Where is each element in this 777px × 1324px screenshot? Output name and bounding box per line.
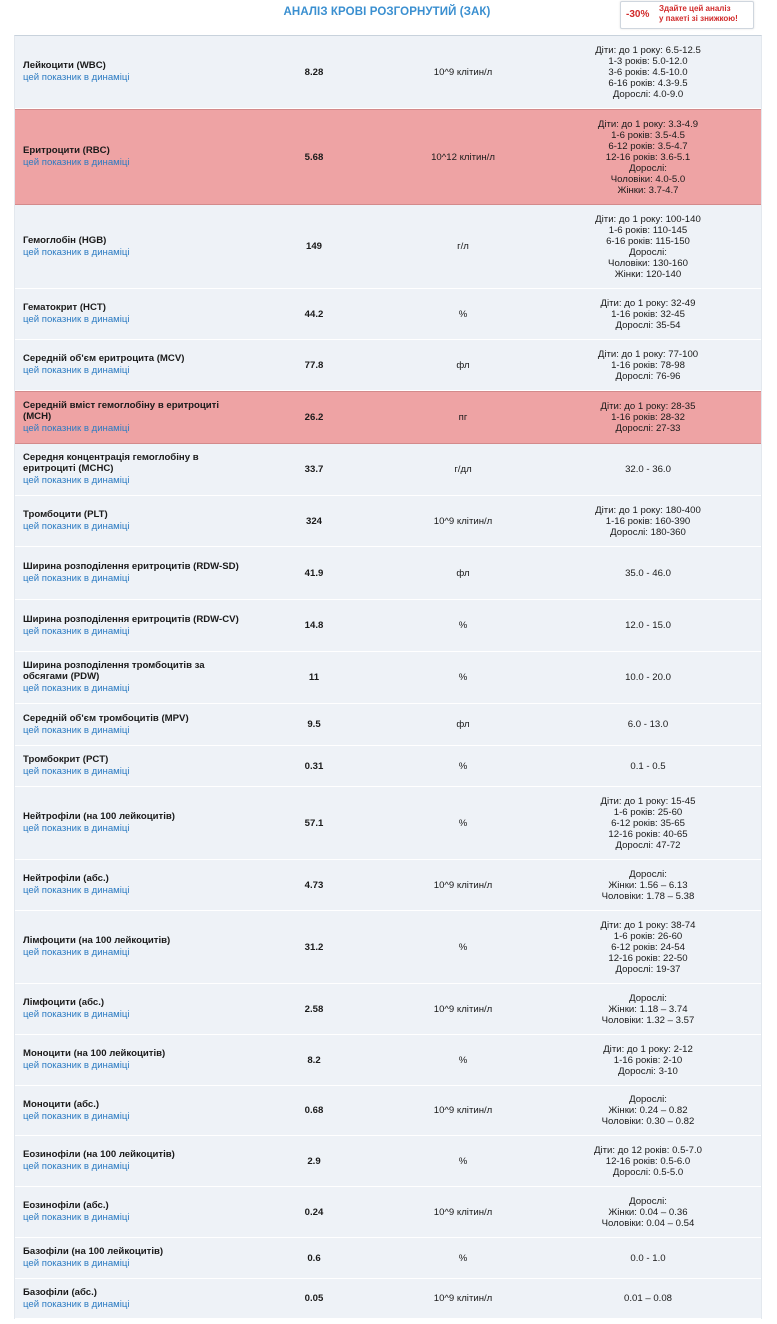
reference-line: 1-6 років: 3.5-4.5 [611, 129, 685, 141]
dynamics-link[interactable]: цей показник в динаміці [23, 947, 130, 958]
reference-range [555, 1086, 741, 1135]
table-row [15, 109, 761, 205]
reference-line: 12-16 років: 3.6-5.1 [605, 151, 691, 163]
dynamics-link[interactable]: цей показник в динаміці [23, 625, 130, 637]
table-row [15, 340, 761, 391]
table-row [15, 600, 761, 652]
reference-range [555, 911, 741, 983]
result-value: 11 [308, 672, 320, 683]
reference-line: Дорослі: [629, 1094, 667, 1105]
table-row [15, 289, 761, 340]
reference-line: Дорослі: 27-33 [615, 423, 681, 434]
result-unit: 10^9 клітин/л [433, 1293, 493, 1304]
dynamics-link[interactable]: цей показник в динаміці [23, 1060, 130, 1071]
reference-line: Жінки: 0.04 – 0.36 [608, 1206, 688, 1218]
result-unit: фл [456, 719, 470, 730]
result-value: 9.5 [307, 719, 321, 730]
dynamics-link[interactable]: цей показник в динаміці [23, 1212, 130, 1223]
indicator-cell [23, 652, 241, 703]
indicator-cell [23, 1086, 241, 1135]
table-row [15, 1238, 761, 1279]
reference-line: 6-12 років: 35-65 [611, 817, 685, 829]
reference-line: Дорослі: 180-360 [610, 526, 686, 538]
result-unit: фл [456, 359, 470, 371]
result-unit: пг [458, 412, 468, 423]
indicator-cell [23, 1279, 241, 1318]
reference-line: 1-16 років: 32-45 [611, 308, 685, 320]
reference-range [555, 652, 741, 703]
table-row [15, 787, 761, 860]
result-value: 149 [305, 241, 322, 252]
result-unit: % [458, 817, 468, 829]
dynamics-link[interactable]: цей показник в динаміці [23, 246, 130, 258]
table-row [15, 860, 761, 911]
indicator-name: Лімфоцити (на 100 лейкоцитів) [23, 935, 171, 946]
reference-line: 1-16 років: 160-390 [605, 515, 691, 527]
reference-line: Діти: до 1 року: 28-35 [600, 401, 696, 412]
indicator-name: Середній об'єм еритроцита (MCV) [23, 353, 185, 364]
indicator-cell [23, 496, 241, 546]
reference-line: 6-16 років: 115-150 [606, 235, 690, 247]
reference-line: Чоловіки: 0.04 – 0.54 [601, 1217, 695, 1229]
indicator-name: Тромбокрит (PCT) [23, 754, 109, 765]
reference-range [555, 1136, 741, 1186]
dynamics-link[interactable]: цей показник в динаміці [23, 157, 130, 168]
reference-line: Дорослі: [629, 1195, 667, 1207]
result-value: 324 [305, 515, 322, 527]
indicator-cell [23, 1187, 241, 1237]
result-value: 57.1 [304, 817, 324, 829]
result-value: 33.7 [304, 464, 324, 475]
result-unit: 10^9 клітин/л [433, 1206, 493, 1218]
dynamics-link[interactable]: цей показник в динаміці [23, 1161, 130, 1172]
result-value: 8.28 [304, 66, 324, 78]
reference-line: Діти: до 1 року: 2-12 [603, 1043, 693, 1055]
indicator-name: Нейтрофіли (на 100 лейкоцитів) [23, 811, 175, 822]
reference-range [555, 600, 741, 651]
table-row [15, 984, 761, 1035]
indicator-name: Моноцити (абс.) [23, 1098, 100, 1110]
indicator-name: Лейкоцити (WBC) [23, 60, 106, 71]
reference-line: Жінки: 3.7-4.7 [617, 184, 679, 196]
result-unit: % [458, 941, 468, 953]
indicator-cell [23, 392, 241, 443]
indicator-name: Гемоглобін (HGB) [23, 234, 107, 246]
indicator-name: Гематокрит (HCT) [23, 302, 106, 313]
reference-range [555, 787, 741, 859]
indicator-cell [23, 1238, 241, 1278]
reference-line: 6-12 років: 24-54 [611, 941, 685, 953]
reference-line: 1-16 років: 28-32 [611, 412, 685, 423]
result-unit: 10^12 клітин/л [431, 151, 495, 163]
reference-line: 6-12 років: 3.5-4.7 [608, 140, 688, 152]
reference-line: 0.01 – 0.08 [623, 1293, 672, 1304]
indicator-name: Еозинофіли (абс.) [23, 1200, 109, 1211]
dynamics-link[interactable]: цей показник в динаміці [23, 72, 130, 83]
table-row [15, 1086, 761, 1136]
reference-line: Діти: до 1 року: 77-100 [597, 348, 699, 360]
indicator-cell [23, 444, 241, 495]
reference-line: Дорослі: [629, 868, 667, 880]
reference-range [555, 1187, 741, 1237]
result-value: 0.31 [304, 760, 324, 772]
result-unit: фл [456, 567, 470, 579]
reference-line: Дорослі: 19-37 [615, 963, 681, 975]
reference-range [555, 205, 741, 288]
page-title: АНАЛІЗ КРОВІ РОЗГОРНУТИЙ (ЗАК) [283, 6, 491, 18]
reference-range [555, 340, 741, 390]
reference-line: 0.0 - 1.0 [630, 1252, 666, 1264]
result-unit: 10^9 клітин/л [433, 1003, 493, 1015]
reference-range [555, 289, 741, 339]
reference-line: Чоловіки: 0.30 – 0.82 [601, 1116, 695, 1127]
indicator-cell [23, 787, 241, 859]
reference-line: 12-16 років: 0.5-6.0 [605, 1155, 691, 1167]
result-unit: г/дл [454, 464, 472, 475]
indicator-cell [23, 36, 241, 108]
indicator-name: Нейтрофіли (абс.) [23, 873, 109, 884]
reference-line: 3-6 років: 4.5-10.0 [608, 66, 688, 78]
reference-line: Діти: до 1 року: 15-45 [600, 795, 696, 807]
header [14, 0, 760, 34]
result-unit: % [458, 1252, 468, 1264]
reference-line: Жінки: 1.56 – 6.13 [608, 879, 688, 891]
dynamics-link[interactable]: цей показник в динаміці [23, 683, 130, 694]
result-value: 2.9 [307, 1155, 321, 1167]
indicator-cell [23, 911, 241, 983]
table-row [15, 205, 761, 289]
reference-line: 1-6 років: 26-60 [613, 930, 683, 942]
dynamics-link[interactable]: цей показник в динаміці [23, 766, 130, 777]
reference-line: 12.0 - 15.0 [625, 620, 671, 631]
reference-line: 12-16 років: 22-50 [608, 952, 688, 964]
indicator-name: Базофіли (абс.) [23, 1286, 97, 1298]
result-value: 41.9 [304, 567, 324, 579]
reference-line: 1-3 років: 5.0-12.0 [608, 55, 688, 67]
reference-line: Жінки: 120-140 [614, 268, 682, 280]
reference-range [555, 860, 741, 910]
reference-range [555, 444, 741, 495]
reference-range [555, 110, 741, 204]
result-value: 14.8 [304, 620, 324, 631]
indicator-cell [23, 600, 241, 651]
reference-line: 1-6 років: 25-60 [613, 806, 683, 818]
reference-line: Діти: до 1 року: 3.3-4.9 [597, 118, 699, 130]
result-value: 5.68 [304, 151, 324, 163]
dynamics-link[interactable]: цей показник в динаміці [23, 724, 130, 736]
indicator-cell [23, 1136, 241, 1186]
table-row [15, 1136, 761, 1187]
result-value: 4.73 [304, 879, 324, 891]
result-unit: 10^9 клітин/л [433, 879, 493, 891]
result-value: 44.2 [304, 308, 324, 320]
dynamics-link[interactable]: цей показник в динаміці [23, 823, 130, 834]
result-unit: % [458, 308, 468, 320]
indicator-cell [23, 746, 241, 786]
result-unit: г/л [457, 241, 469, 252]
indicator-name: Ширина розподілення еритроцитів (RDW-SD) [23, 561, 239, 572]
reference-line: Жінки: 0.24 – 0.82 [608, 1105, 688, 1116]
result-value: 0.68 [304, 1105, 324, 1116]
reference-range [555, 392, 741, 443]
result-value: 26.2 [304, 412, 324, 423]
result-value: 0.24 [304, 1206, 324, 1218]
table-row [15, 746, 761, 787]
reference-line: 1-16 років: 78-98 [611, 359, 685, 371]
promo-banner[interactable] [620, 1, 754, 29]
result-unit: 10^9 клітин/л [433, 1105, 493, 1116]
reference-line: Дорослі: [629, 246, 667, 258]
indicator-name: Лімфоцити (абс.) [23, 997, 105, 1008]
dynamics-link[interactable]: цей показник в динаміці [23, 423, 130, 434]
dynamics-link[interactable]: цей показник в динаміці [23, 1009, 130, 1020]
table-row [15, 36, 761, 109]
result-value: 0.05 [304, 1293, 324, 1304]
indicator-cell [23, 547, 241, 599]
reference-line: Діти: до 1 року: 180-400 [595, 504, 701, 516]
result-value: 2.58 [304, 1003, 324, 1015]
dynamics-link[interactable]: цей показник в динаміці [23, 1110, 130, 1122]
dynamics-link[interactable]: цей показник в динаміці [23, 475, 130, 486]
result-unit: 10^9 клітин/л [433, 515, 493, 527]
reference-range [555, 496, 741, 546]
indicator-name: Еритроцити (RBC) [23, 145, 110, 156]
indicator-name: Ширина розподілення еритроцитів (RDW-CV) [23, 613, 239, 625]
reference-range [555, 704, 741, 745]
table-row [15, 911, 761, 984]
reference-line: 32.0 - 36.0 [625, 464, 671, 475]
indicator-cell [23, 860, 241, 910]
dynamics-link[interactable]: цей показник в динаміці [23, 1258, 130, 1269]
reference-line: Дорослі: 0.5-5.0 [612, 1166, 684, 1178]
indicator-cell [23, 1035, 241, 1085]
promo-line-2: у пакеті зі знижкою! [659, 14, 738, 23]
indicator-name: Моноцити (на 100 лейкоцитів) [23, 1048, 166, 1059]
reference-line: Дорослі: 47-72 [615, 839, 681, 851]
indicator-cell [23, 984, 241, 1034]
reference-line: 12-16 років: 40-65 [608, 828, 688, 840]
table-row [15, 444, 761, 496]
indicator-name: Тромбоцити (PLT) [23, 509, 108, 520]
table-row [15, 391, 761, 444]
reference-range [555, 1279, 741, 1318]
reference-range [555, 547, 741, 599]
reference-range [555, 1238, 741, 1278]
reference-line: Жінки: 1.18 – 3.74 [608, 1003, 688, 1015]
table-row [15, 547, 761, 600]
reference-line: Чоловіки: 4.0-5.0 [610, 173, 686, 185]
reference-line: 1-6 років: 110-145 [608, 224, 688, 236]
reference-line: Дорослі: 4.0-9.0 [612, 88, 684, 100]
reference-line: Дорослі: 35-54 [615, 319, 681, 331]
reference-line: Діти: до 1 року: 6.5-12.5 [595, 44, 701, 56]
dynamics-link[interactable]: цей показник в динаміці [23, 885, 130, 896]
indicator-name: Середній вміст гемоглобіну в еритроциті (MCH) [23, 400, 220, 422]
indicator-cell [23, 205, 241, 288]
result-unit: % [458, 672, 468, 683]
indicator-name: Ширина розподілення тромбоцитів за обсягами (PDW) [23, 660, 205, 682]
reference-line: Діти: до 1 року: 32-49 [600, 297, 696, 309]
table-row [15, 652, 761, 704]
result-unit: 10^9 клітин/л [433, 66, 493, 78]
reference-range [555, 1035, 741, 1085]
indicator-name: Еозинофіли (на 100 лейкоцитів) [23, 1149, 175, 1160]
promo-discount: -30% [626, 9, 650, 20]
indicator-cell [23, 289, 241, 339]
reference-line: Чоловіки: 1.32 – 3.57 [601, 1014, 695, 1026]
dynamics-link[interactable]: цей показник в динаміці [23, 573, 130, 584]
indicator-name: Середня концентрація гемоглобіну в еритроциті (MCHC) [23, 452, 199, 474]
indicator-cell [23, 704, 241, 745]
table-row [15, 1279, 761, 1319]
result-value: 31.2 [304, 941, 324, 953]
result-unit: % [458, 1155, 468, 1167]
reference-line: 0.1 - 0.5 [630, 760, 666, 772]
result-value: 8.2 [307, 1054, 321, 1066]
indicator-name: Середній об'єм тромбоцитів (MPV) [23, 712, 189, 724]
reference-line: Дорослі: [629, 992, 667, 1004]
indicator-cell [23, 110, 241, 204]
reference-line: 10.0 - 20.0 [625, 672, 671, 683]
result-unit: % [458, 1054, 468, 1066]
dynamics-link[interactable]: цей показник в динаміці [23, 314, 130, 325]
result-value: 0.6 [307, 1252, 321, 1264]
reference-line: Діти: до 1 року: 100-140 [595, 213, 701, 225]
reference-range [555, 36, 741, 108]
reference-line: Дорослі: 3-10 [618, 1065, 678, 1077]
reference-line: Чоловіки: 1.78 – 5.38 [601, 890, 695, 902]
table-row [15, 1187, 761, 1238]
reference-line: Діти: до 12 років: 0.5-7.0 [594, 1144, 702, 1156]
table-row [15, 704, 761, 746]
indicator-cell [23, 340, 241, 390]
reference-range [555, 984, 741, 1034]
results-table [14, 35, 762, 1319]
promo-line-1: Здайте цей аналіз [659, 4, 731, 13]
dynamics-link[interactable]: цей показник в динаміці [23, 521, 130, 532]
reference-line: 6.0 - 13.0 [627, 719, 669, 730]
reference-range [555, 746, 741, 786]
reference-line: 35.0 - 46.0 [625, 567, 671, 579]
reference-line: Дорослі: [629, 162, 667, 174]
result-unit: % [458, 760, 468, 772]
result-unit: % [458, 620, 468, 631]
indicator-name: Базофіли (на 100 лейкоцитів) [23, 1246, 164, 1257]
reference-line: Дорослі: 76-96 [615, 370, 681, 382]
reference-line: 6-16 років: 4.3-9.5 [608, 77, 688, 89]
reference-line: Чоловіки: 130-160 [608, 257, 688, 269]
table-row [15, 496, 761, 547]
table-row [15, 1035, 761, 1086]
reference-line: 1-16 років: 2-10 [613, 1054, 683, 1066]
dynamics-link[interactable]: цей показник в динаміці [23, 1298, 130, 1310]
dynamics-link[interactable]: цей показник в динаміці [23, 365, 130, 376]
reference-line: Діти: до 1 року: 38-74 [600, 919, 696, 931]
promo-text [659, 4, 738, 24]
result-value: 77.8 [304, 359, 324, 371]
